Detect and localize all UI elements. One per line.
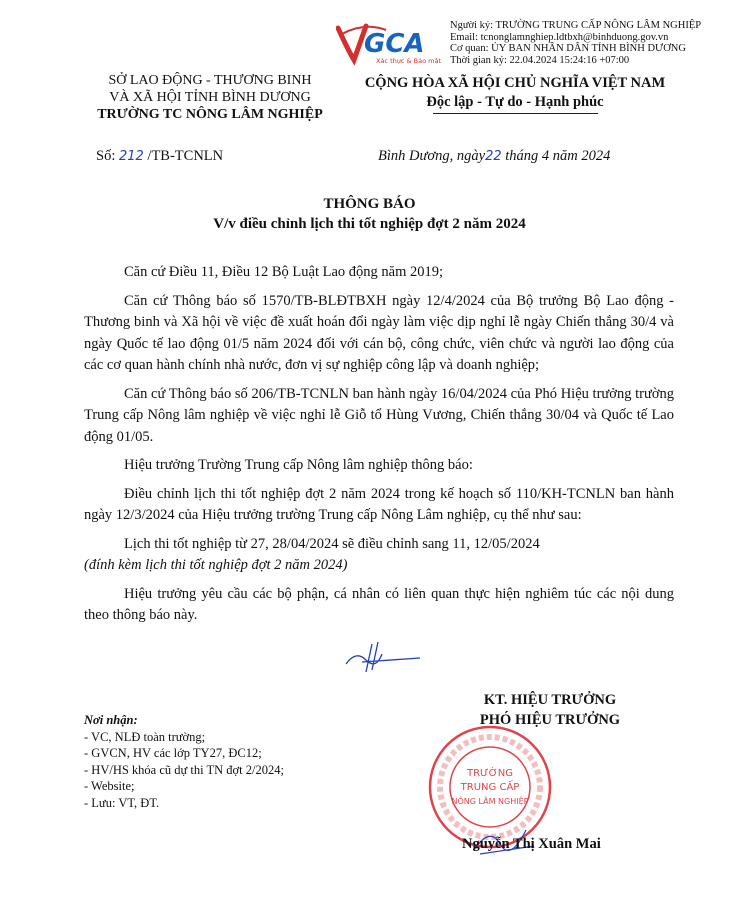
recipients-heading: Nơi nhận: bbox=[84, 713, 138, 727]
national-header bbox=[350, 74, 680, 114]
sign-time-line: Thời gian ký: 22.04.2024 15:24:16 +07:00 bbox=[450, 54, 630, 66]
stamp-text-3: NÔNG LÂM NGHIỆP bbox=[451, 797, 529, 806]
org-line-1: SỞ LAO ĐỘNG - THƯƠNG BINH bbox=[108, 73, 312, 88]
date-day-handwritten: 22 bbox=[485, 149, 502, 164]
recipient-item: - HV/HS khóa cũ dự thi TN đợt 2/2024; bbox=[84, 762, 284, 777]
digital-signature-info bbox=[450, 20, 701, 66]
signer-line: Người ký: TRƯỜNG TRUNG CẤP NÔNG LÂM NGHIỆP bbox=[450, 20, 702, 31]
recipient-item: - VC, NLĐ toàn trường; bbox=[84, 729, 206, 744]
recipient-item: - GVCN, HV các lớp TY27, ĐC12; bbox=[84, 746, 262, 760]
paragraph-7: Hiệu trưởng yêu cầu các bộ phận, cá nhân có liên quan thực hiện nghiêm túc các nội dung theo thông báo này. bbox=[84, 585, 674, 623]
document-title bbox=[0, 194, 739, 234]
document-body bbox=[84, 262, 674, 634]
recipient-item: - Website; bbox=[84, 779, 135, 793]
nation-name: CỘNG HÒA XÃ HỘI CHỦ NGHĨA VIỆT NAM bbox=[364, 75, 666, 91]
vgca-logo-icon bbox=[336, 20, 448, 66]
issuing-organization bbox=[60, 72, 360, 123]
paragraph-1: Căn cứ Điều 11, Điều 12 Bộ Luật Lao động năm 2019; bbox=[124, 264, 444, 280]
org-line-2: VÀ XÃ HỘI TỈNH BÌNH DƯƠNG bbox=[109, 90, 311, 105]
agency-line: Cơ quan: ỦY BAN NHÂN DÂN TỈNH BÌNH DƯƠNG bbox=[450, 43, 686, 54]
recipient-item: - Lưu: VT, ĐT. bbox=[84, 795, 160, 810]
document-number bbox=[96, 148, 223, 165]
date-suffix: tháng 4 năm 2024 bbox=[505, 148, 611, 164]
doc-number-handwritten: 212 bbox=[118, 149, 144, 164]
svg-text:GCA: GCA bbox=[364, 29, 425, 59]
paragraph-6: Lịch thi tốt nghiệp từ 27, 28/04/2024 sẽ điều chỉnh sang 11, 12/05/2024 bbox=[124, 535, 540, 552]
signature-title-line-2: PHÓ HIỆU TRƯỞNG bbox=[479, 712, 621, 728]
paragraph-2: Căn cứ Thông báo số 1570/TB-BLĐTBXH ngày 12/4/2024 của Bộ trưởng Bộ Lao động - Thương binh và Xã hội về việc đề xuất hoán đổi ngày làm việc dịp nghỉ lễ ngày Chiến thắng 30/4 và ngày Quốc tế lao động 01/5 năm 2024 đối với cán bộ, công chức, viên chức và người lao động của các cơ quan hành chính nhà nước, đơn vị sự nghiệp công lập và doanh nghiệp; bbox=[84, 292, 674, 373]
signer-name: Nguyễn Thị Xuân Mai bbox=[462, 836, 601, 852]
paragraph-4: Hiệu trưởng Trường Trung cấp Nông lâm nghiệp thông báo: bbox=[124, 457, 473, 473]
motto-underline bbox=[433, 113, 598, 114]
initial-scribble-icon bbox=[342, 640, 422, 676]
signature-title-line-1: KT. HIỆU TRƯỞNG bbox=[483, 692, 617, 708]
doc-number-suffix: /TB-TCNLN bbox=[147, 148, 224, 164]
title-subject: V/v điều chỉnh lịch thi tốt nghiệp đợt 2 năm 2024 bbox=[213, 216, 526, 232]
title-main: THÔNG BÁO bbox=[323, 196, 416, 212]
paragraph-3: Căn cứ Thông báo số 206/TB-TCNLN ban hành ngày 16/04/2024 của Phó Hiệu trưởng trường Trung cấp Nông lâm nghiệp về việc nghỉ lễ Giỗ tổ Hùng Vương, Chiến thắng 30/04 và Quốc tế Lao động 01/05. bbox=[84, 385, 674, 445]
svg-text:Xác thực & Bảo mật: Xác thực & Bảo mật bbox=[376, 57, 441, 65]
date-prefix: Bình Dương, ngày bbox=[378, 148, 486, 164]
doc-number-prefix: Số: bbox=[96, 148, 116, 164]
recipients-list bbox=[84, 712, 284, 811]
document-date bbox=[378, 148, 610, 165]
national-motto: Độc lập - Tự do - Hạnh phúc bbox=[426, 94, 604, 110]
org-line-3: TRƯỜNG TC NÔNG LÂM NGHIỆP bbox=[97, 107, 323, 122]
paragraph-6-note: (đính kèm lịch thi tốt nghiệp đợt 2 năm 2024) bbox=[84, 557, 348, 573]
stamp-text-2: TRUNG CẤP bbox=[460, 782, 520, 793]
stamp-text-1: TRƯỜNG bbox=[467, 768, 513, 779]
paragraph-5: Điều chỉnh lịch thi tốt nghiệp đợt 2 năm 2024 trong kế hoạch số 110/KH-TCNLN ban hành ngày 12/3/2024 của Hiệu trưởng trường Trung cấp Nông Lâm nghiệp, cụ thể như sau: bbox=[84, 485, 674, 523]
email-line: Email: tcnonglamnghiep.ldtbxh@binhduong.gov.vn bbox=[450, 31, 669, 43]
